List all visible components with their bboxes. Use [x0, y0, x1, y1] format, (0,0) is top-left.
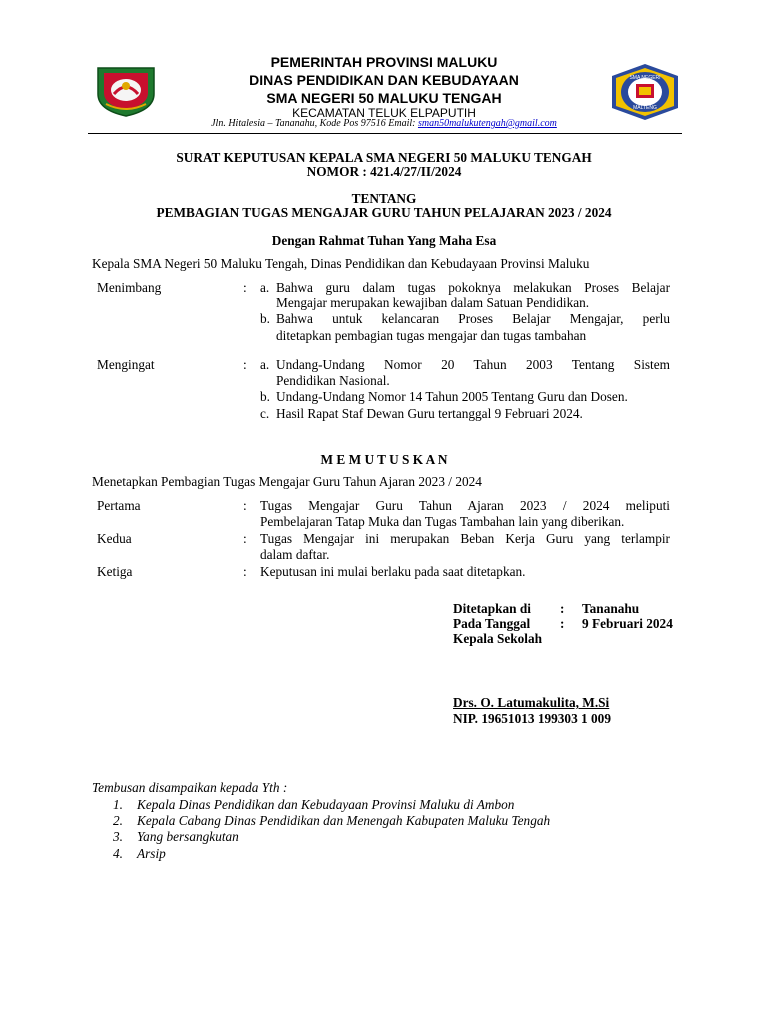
svg-text:SMA NEGERI: SMA NEGERI: [629, 75, 661, 81]
menimbang-label: Menimbang: [97, 280, 162, 295]
kedua-label: Kedua: [97, 531, 132, 546]
header-address: Jln. Hitalesia – Tananahu, Kode Pos 97516 Email:: [211, 118, 416, 129]
tembusan-item-1: Kepala Dinas Pendidikan dan Kebudayaan Provinsi Maluku di Ambon: [137, 797, 515, 812]
menimbang-colon: :: [243, 280, 247, 295]
tanggal-colon: :: [560, 616, 565, 631]
header-government: PEMERINTAH PROVINSI MALUKU: [270, 54, 498, 70]
pertama-label: Pertama: [97, 498, 141, 513]
decree-tentang: TENTANG: [351, 191, 417, 206]
header-address-line: [0, 118, 768, 130]
kedua-colon: :: [243, 531, 247, 546]
ditetapkan-label: Ditetapkan di: [453, 601, 531, 616]
ditetapkan-colon: :: [560, 601, 565, 616]
tembusan-item-2: Kepala Cabang Dinas Pendidikan dan Menengah Kabupaten Maluku Tengah: [137, 813, 551, 828]
intro-text: Kepala SMA Negeri 50 Maluku Tengah, Dinas Pendidikan dan Kebudayaan Provinsi Maluku: [92, 256, 590, 271]
tanggal-label: Pada Tanggal: [453, 616, 531, 631]
decree-invocation: Dengan Rahmat Tuhan Yang Maha Esa: [271, 233, 497, 248]
header-agency: DINAS PENDIDIKAN DAN KEBUDAYAAN: [249, 72, 519, 88]
ketiga-label: Ketiga: [97, 564, 133, 579]
mengingat-a-line1: Undang-Undang Nomor 20 Tahun 2003 Tentang Sistem: [276, 357, 670, 372]
tembusan-heading: Tembusan disampaikan kepada Yth :: [92, 780, 288, 795]
tembusan-item-4-num: 4.: [113, 846, 123, 861]
tembusan-item-2-num: 2.: [113, 813, 123, 828]
tembusan-item-3-num: 3.: [113, 829, 123, 844]
menetapkan-text: Menetapkan Pembagian Tugas Mengajar Guru Tahun Ajaran 2023 / 2024: [92, 474, 482, 489]
kedua-line1: Tugas Mengajar ini merupakan Beban Kerja Guru yang terlampir: [260, 531, 670, 546]
decree-number: NOMOR : 421.4/27/II/2024: [306, 164, 462, 179]
mengingat-label: Mengingat: [97, 357, 155, 372]
pertama-line2: Pembelajaran Tatap Muka dan Tugas Tambahan lain yang diberikan.: [260, 514, 625, 529]
mengingat-c-line1: Hasil Rapat Staf Dewan Guru tertanggal 9 Februari 2024.: [276, 406, 583, 421]
signer-nip: NIP. 19651013 199303 1 009: [453, 711, 611, 726]
mengingat-b-line1: Undang-Undang Nomor 14 Tahun 2005 Tentang Guru dan Dosen.: [276, 389, 628, 404]
ketiga-colon: :: [243, 564, 247, 579]
tembusan-item-4: Arsip: [137, 846, 166, 861]
menimbang-a-line2: Mengajar merupakan kewajiban dalam Satuan Pendidikan.: [276, 295, 590, 310]
header-divider: [88, 133, 682, 134]
header-district: KECAMATAN TELUK ELPAPUTIH: [292, 106, 476, 120]
tembusan-item-3: Yang bersangkutan: [137, 829, 239, 844]
decree-title: SURAT KEPUTUSAN KEPALA SMA NEGERI 50 MALUKU TENGAH: [176, 150, 592, 165]
tembusan-item-1-num: 1.: [113, 797, 123, 812]
menimbang-b-line2: ditetapkan pembagian tugas mengajar dan tugas tambahan: [276, 328, 587, 343]
svg-text:MALTENG: MALTENG: [633, 105, 657, 111]
mengingat-b-marker: b.: [260, 389, 270, 404]
mengingat-a-marker: a.: [260, 357, 270, 372]
signer-position: Kepala Sekolah: [453, 631, 543, 646]
header-email-link[interactable]: sman50malukutengah@gmail.com: [417, 118, 557, 129]
menimbang-b-marker: b.: [260, 311, 270, 326]
menimbang-b-line1: Bahwa untuk kelancaran Proses Belajar Mengajar, perlu: [276, 311, 670, 326]
decree-subject: PEMBAGIAN TUGAS MENGAJAR GURU TAHUN PELAJARAN 2023 / 2024: [156, 205, 612, 220]
mengingat-a-line2: Pendidikan Nasional.: [276, 373, 390, 388]
pertama-line1: Tugas Mengajar Guru Tahun Ajaran 2023 / 2024 meliputi: [260, 498, 670, 513]
mengingat-colon: :: [243, 357, 247, 372]
pertama-colon: :: [243, 498, 247, 513]
ditetapkan-value: Tananahu: [582, 601, 640, 616]
memutuskan-heading: M E M U T U S K A N: [320, 452, 448, 467]
header-school: SMA NEGERI 50 MALUKU TENGAH: [266, 90, 502, 106]
signer-name: Drs. O. Latumakulita, M.Si: [453, 695, 610, 710]
kedua-line2: dalam daftar.: [260, 547, 330, 562]
ketiga-line1: Keputusan ini mulai berlaku pada saat ditetapkan.: [260, 564, 526, 579]
menimbang-a-line1: Bahwa guru dalam tugas pokoknya melakukan Proses Belajar: [276, 280, 670, 295]
menimbang-a-marker: a.: [260, 280, 270, 295]
tanggal-value: 9 Februari 2024: [582, 616, 673, 631]
mengingat-c-marker: c.: [260, 406, 270, 421]
